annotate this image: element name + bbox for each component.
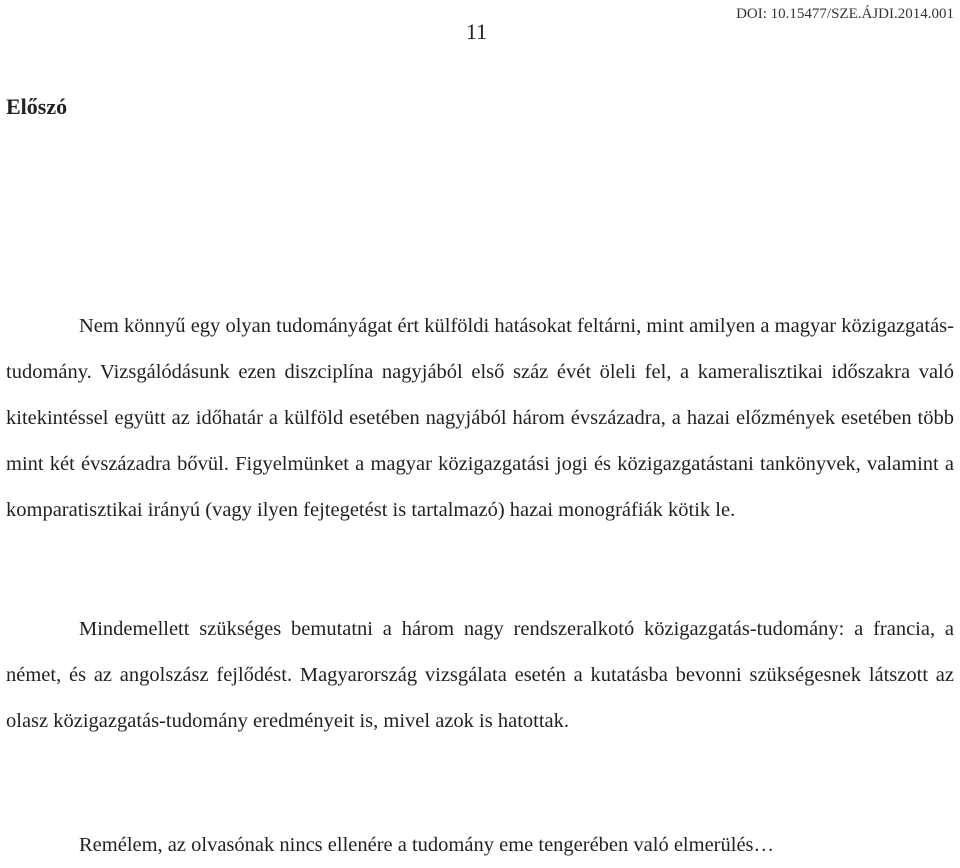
paragraph-scope: Mindemellett szükséges bemutatni a három nagy rendszeralkotó közigazgatás-tudomány: a francia, a német, és az angolszász fejlődést. Magyarország vizsgálata esetén a kutatásba bevonni szükségesnek látszott az olasz közigazgatás-tudomány eredményeit is, mivel azok is hatottak. [6,618,954,732]
doi-label: DOI: 10.15477/SZE.ÁJDI.2014.001 [736,6,954,22]
paragraph-closing: Remélem, az olvasónak nincs ellenére a tudomány eme tengerében való elmerülés… [79,834,775,856]
page-number: 11 [466,19,488,44]
section-title: Előszó [6,94,68,119]
paragraph-intro: Nem könnyű egy olyan tudományágat ért külföldi hatásokat feltárni, mint amilyen a magyar közigazgatás-tudomány. Vizsgálódásunk ezen diszciplína nagyjából első száz évét öleli fel, a kameralisztikai időszakra való kitekintéssel együtt az időhatár a külföld esetében nagyjából három évszázadra, a hazai előzmények esetében több mint két évszázadra bővül. Figyelmünket a magyar közigazgatási jogi és közigazgatástani tankönyvek, valamint a komparatisztikai irányú (vagy ilyen fejtegetést is tartalmazó) hazai monográfiák kötik le. [6,315,954,521]
